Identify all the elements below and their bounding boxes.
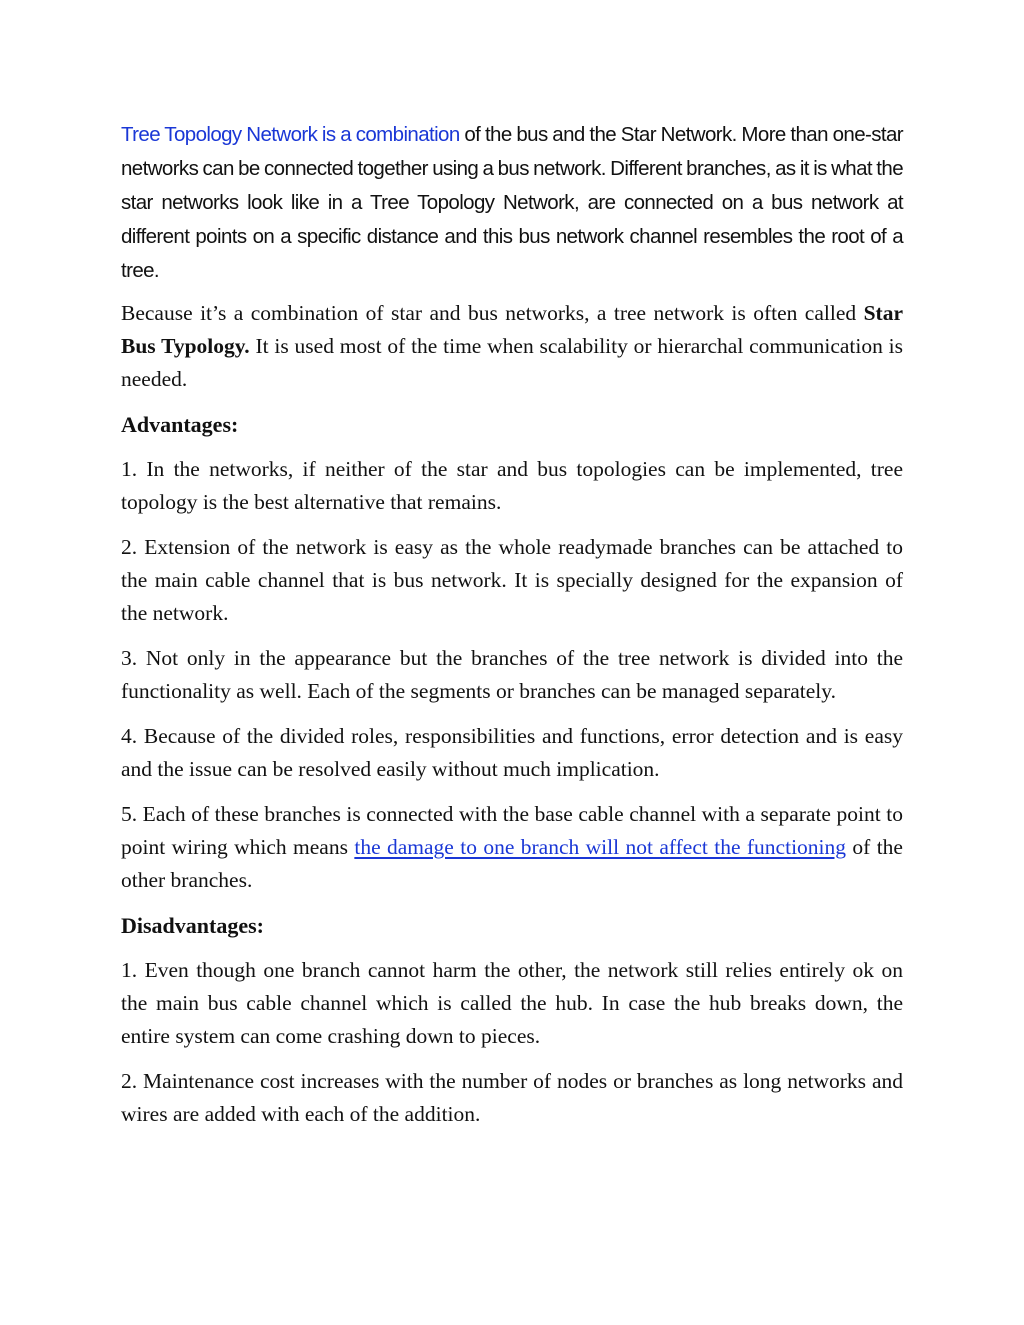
intro-text: of the bus and the Star Network. More than one-star networks can be connected together using a bus network. Different branches, as it is what the star networks look like in a Tree Topology Network, are connected on a bus network at different points on a specific distance and this bus network channel resembles the root of a tree. (121, 123, 904, 282)
disadvantage-item-1: 1. Even though one branch cannot harm the other, the network still relies entirely ok on the main bus cable channel which is called the hub. In case the hub breaks down, the entire system can come crashing down to pieces. (121, 958, 903, 1048)
disadvantage-item-2: 2. Maintenance cost increases with the number of nodes or branches as long networks and wires are added with each of the addition. (121, 1069, 903, 1126)
advantage-item-5 (121, 798, 903, 897)
intro-paragraph (121, 118, 903, 288)
advantage-item-1: 1. In the networks, if neither of the star and bus topologies can be implemented, tree topology is the best alternative that remains. (121, 457, 903, 514)
advantage-item-5-after: of the other branches. (121, 835, 903, 892)
star-bus-typology-term: Star Bus Typology. (121, 301, 903, 358)
advantage-item-2: 2. Extension of the network is easy as the whole readymade branches can be attached to the main cable channel that is bus network. It is specially designed for the expansion of the network. (121, 535, 903, 625)
branch-damage-link[interactable]: the damage to one branch will not affect the functioning (354, 835, 847, 859)
star-bus-text-before: Because it’s a combination of star and bus networks, a tree network is often called (121, 301, 864, 325)
star-bus-paragraph (121, 297, 903, 396)
advantages-heading: Advantages: (121, 412, 239, 437)
disadvantages-heading: Disadvantages: (121, 913, 265, 938)
advantage-item-4: 4. Because of the divided roles, responsibilities and functions, error detection and is easy and the issue can be resolved easily without much implication. (121, 724, 903, 781)
star-bus-text-after: It is used most of the time when scalability or hierarchal communication is needed. (121, 334, 903, 391)
advantage-item-3: 3. Not only in the appearance but the branches of the tree network is divided into the functionality as well. Each of the segments or branches can be managed separately. (121, 646, 903, 703)
tree-topology-link[interactable]: Tree Topology Network is a combination (121, 123, 460, 146)
document-page (121, 118, 903, 1131)
advantage-item-5-before: 5. Each of these branches is connected with the base cable channel with a separate point to point wiring which means (121, 802, 903, 859)
